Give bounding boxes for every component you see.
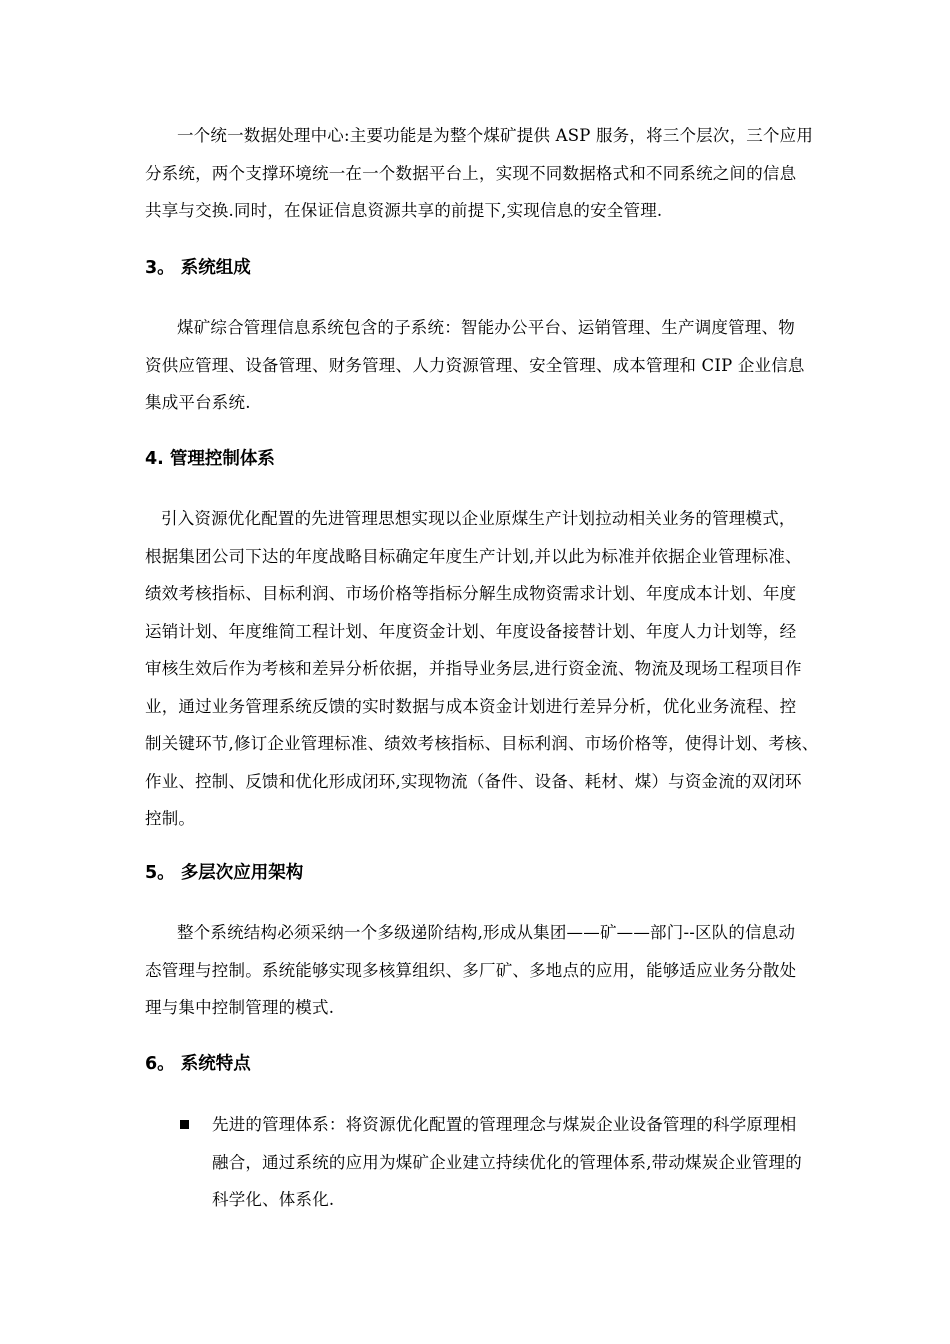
bullet-line: 科学化、体系化. [212,1190,335,1209]
bullet-line: 先进的管理体系：将资源优化配置的管理理念与煤炭企业设备管理的科学原理相 [212,1115,797,1134]
section-4-line: 运销计划、年度维简工程计划、年度资金计划、年度设备接替计划、年度人力计划等，经 [145,621,797,641]
intro-line: 一个统一数据处理中心:主要功能是为整个煤矿提供 ASP 服务，将三个层次，三个应用 [177,126,814,145]
section-4-line: 审核生效后作为考核和差异分析依据，并指导业务层,进行资金流、物流及现场工程项目作 [145,659,802,678]
section-4-line: 根据集团公司下达的年度战略目标确定年度生产计划,并以此为标准并依据企业管理标准、 [145,546,802,566]
section-4-line: 引入资源优化配置的先进管理思想实现以企业原煤生产计划拉动相关业务的管理模式， [161,509,796,528]
section-5-heading: 5。 多层次应用架构 [145,863,304,883]
section-4-line: 控制。 [145,809,196,828]
section-3-line: 煤矿综合管理信息系统包含的子系统：智能办公平台、运销管理、生产调度管理、物 [177,318,795,337]
section-4-line: 业，通过业务管理系统反馈的实时数据与成本资金计划进行差异分析，优化业务流程、控 [145,696,797,716]
section-4-heading: 4. 管理控制体系 [145,449,275,469]
section-3-line: 资供应管理、设备管理、财务管理、人力资源管理、安全管理、成本管理和 CIP 企业信息 [145,355,805,375]
section-5-line: 整个系统结构必须采纳一个多级递阶结构,形成从集团——矿——部门--区队的信息动 [177,923,796,942]
section-4-line: 作业、控制、反馈和优化形成闭环,实现物流（备件、设备、耗材、煤）与资金流的双闭环 [145,771,802,791]
section-6-heading: 6。 系统特点 [145,1054,251,1074]
bullet-line: 融合，通过系统的应用为煤矿企业建立持续优化的管理体系,带动煤炭企业管理的 [212,1152,802,1172]
intro-line: 分系统，两个支撑环境统一在一个数据平台上，实现不同数据格式和不同系统之间的信息 [145,163,797,183]
intro-paragraph [145,117,815,230]
section-5-paragraph [145,914,815,1027]
section-3-heading: 3。 系统组成 [145,258,251,278]
black-square-bullet-icon [180,1120,189,1129]
section-5-line: 理与集中控制管理的模式. [145,998,335,1017]
section-5-line: 态管理与控制。系统能够实现多核算组织、多厂矿、多地点的应用，能够适应业务分散处 [145,960,797,980]
section-3-line: 集成平台系统. [145,393,251,412]
section-4-line: 制关键环节,修订企业管理标准、绩效考核指标、目标利润、市场价格等，使得计划、考核、 [145,734,819,753]
bullet-text [212,1106,832,1219]
intro-line: 共享与交换.同时，在保证信息资源共享的前提下,实现信息的安全管理. [145,201,663,220]
section-4-paragraph [145,500,819,838]
section-3-paragraph [145,309,815,422]
section-4-line: 绩效考核指标、目标利润、市场价格等指标分解生成物资需求计划、年度成本计划、年度 [145,584,797,603]
